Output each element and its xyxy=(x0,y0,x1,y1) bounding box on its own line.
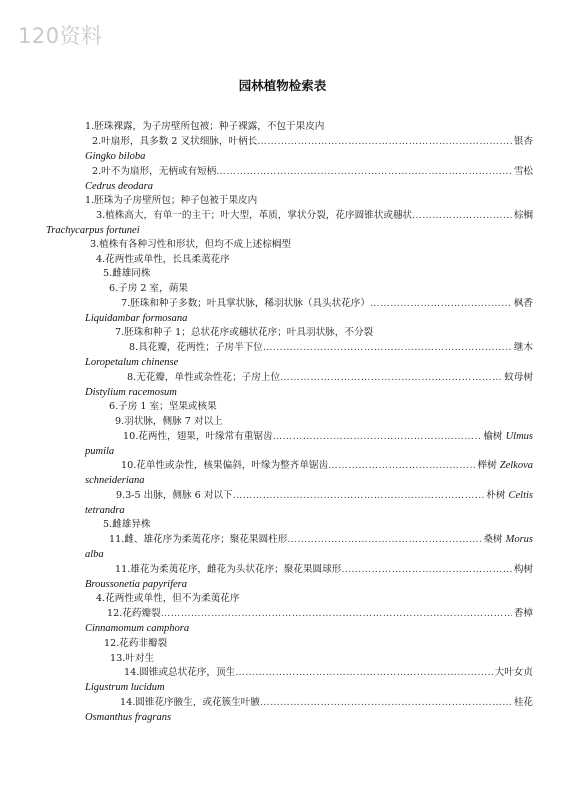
leader-dots xyxy=(235,666,492,679)
entry-text: 3.植株高大，有单一的主干；叶大型，革质，掌状分裂，花序圆锥状或穗状 xyxy=(96,210,413,221)
entry-text: 10.花单性或杂性，核果偏斜，叶缘为整齐单锯齿 xyxy=(121,460,329,471)
key-entry-5a: 5.雌雄同株 xyxy=(103,268,151,279)
leader-dots xyxy=(216,165,512,178)
entry-text: 11.雌、雄花序为柔荑花序；聚花果圆柱形 xyxy=(109,534,288,545)
page-title: 园林植物检索表 xyxy=(238,78,327,93)
plant-name: 棕榈 xyxy=(513,210,533,221)
plant-name: 榉树 Zelkova xyxy=(477,460,533,471)
entry-text: 9.3-5 出脉，侧脉 6 对以下 xyxy=(116,490,233,501)
plant-name: 朴树 Celtis xyxy=(486,490,533,501)
key-entry-7b: 7.胚珠和种子 1；总状花序或穗状花序；叶具羽状脉，不分裂 xyxy=(115,327,374,338)
key-entry-11b xyxy=(115,563,533,576)
key-entry-14a xyxy=(124,666,533,679)
plant-name: 继木 xyxy=(513,342,533,353)
latin-name: schneideriana xyxy=(85,475,145,486)
latin-name: Liquidambar formosana xyxy=(85,313,188,324)
plant-name: 构树 xyxy=(513,564,533,575)
leader-dots xyxy=(263,341,512,354)
key-entry-1a: 1.胚珠裸露，为子房壁所包被；种子裸露，不包于果皮内 xyxy=(85,121,325,132)
latin-name: alba xyxy=(85,549,104,560)
plant-name: 银杏 xyxy=(513,136,533,147)
plant-name: 枫香 xyxy=(513,298,533,309)
key-entry-4a: 4.花两性或单性，长具柔荑花序 xyxy=(96,254,230,265)
key-entry-6a: 6.子房 2 室，蒴果 xyxy=(109,283,188,294)
key-entry-8b xyxy=(127,371,533,384)
latin-name: Loropetalum chinense xyxy=(85,357,179,368)
latin-name: Gingko biloba xyxy=(85,151,146,162)
entry-text: 14.圆锥花序腋生，或花簇生叶腋 xyxy=(120,697,260,708)
leader-dots xyxy=(260,696,512,709)
plant-name: 大叶女贞 xyxy=(494,667,533,678)
latin-name: Osmanthus fragrans xyxy=(85,712,172,723)
key-entry-10b xyxy=(121,459,533,472)
leader-dots xyxy=(328,459,475,472)
entry-text: 8.无花瓣，单性或杂性花；子房上位 xyxy=(127,372,281,383)
key-entry-14b xyxy=(120,696,533,709)
key-entry-7a xyxy=(121,297,533,310)
leader-dots xyxy=(233,489,485,502)
plant-name: 桑树 Morus xyxy=(483,534,533,545)
entry-text: 2.叶扇形，具多数 2 叉状细脉，叶柄长 xyxy=(92,136,258,147)
key-entry-12b: 12.花药非瓣裂 xyxy=(104,638,168,649)
key-entry-1b: 1.胚珠为子房壁所包；种子包被于果皮内 xyxy=(85,195,258,206)
leader-dots xyxy=(287,533,481,546)
key-entry-3b: 3.植株有各种习性和形状，但均不成上述棕榈型 xyxy=(90,239,292,250)
latin-name: pumila xyxy=(85,446,115,457)
entry-text: 7.胚珠和种子多数；叶具掌状脉，稀羽状脉（具头状花序） xyxy=(121,298,370,309)
latin-name: tetrandra xyxy=(85,505,125,516)
latin-name: Cedrus deodara xyxy=(85,181,153,192)
plant-name: 蚊母树 xyxy=(504,372,533,383)
latin-name: Distylium racemosum xyxy=(85,387,177,398)
key-entry-5b: 5.雌雄异株 xyxy=(103,519,151,530)
key-entry-4b: 4.花两性或单性，但不为柔荑花序 xyxy=(96,593,240,604)
entry-text: 12.花药瓣裂 xyxy=(107,608,161,619)
entry-text: 11.雄花为柔荑花序，雌花为头状花序；聚花果圆球形 xyxy=(115,564,342,575)
key-entry-8a xyxy=(129,341,533,354)
leader-dots xyxy=(370,297,512,310)
key-entry-11a xyxy=(109,533,533,546)
key-entry-10a xyxy=(123,430,533,443)
plant-name: 雪松 xyxy=(513,166,533,177)
latin-name: Broussonetia papyrifera xyxy=(85,579,187,590)
leader-dots xyxy=(273,430,482,443)
latin-name: Ligustrum lucidum xyxy=(85,682,165,693)
key-entry-12a xyxy=(107,607,533,620)
key-entry-9a: 9.羽状脉，侧脉 7 对以上 xyxy=(115,416,223,427)
plant-name: 榆树 Ulmus xyxy=(483,431,533,442)
key-entry-2b xyxy=(92,165,533,178)
leader-dots xyxy=(257,135,512,148)
key-entry-13a: 13.叶对生 xyxy=(110,653,155,664)
leader-dots xyxy=(341,563,511,576)
key-entry-6b: 6.子房 1 室；坚果或核果 xyxy=(109,401,217,412)
entry-text: 10.花两性，翅果，叶缘常有重锯齿 xyxy=(123,431,273,442)
entry-text: 14.圆锥或总状花序，顶生 xyxy=(124,667,236,678)
plant-name: 桂花 xyxy=(513,697,533,708)
leader-dots xyxy=(161,607,512,620)
leader-dots xyxy=(280,371,502,384)
key-entry-2a xyxy=(92,135,533,148)
entry-text: 2.叶不为扇形，无柄或有短柄 xyxy=(92,166,217,177)
key-entry-3a xyxy=(96,209,533,222)
entry-text: 8.具花瓣，花两性；子房半下位 xyxy=(129,342,263,353)
latin-name: Trachycarpus fortunei xyxy=(46,225,140,236)
latin-name: Cinnamomum camphora xyxy=(85,623,190,634)
plant-name: 香樟 xyxy=(513,608,533,619)
key-entry-9b xyxy=(116,489,533,502)
watermark: 120资料 xyxy=(18,24,103,48)
leader-dots xyxy=(412,209,512,222)
